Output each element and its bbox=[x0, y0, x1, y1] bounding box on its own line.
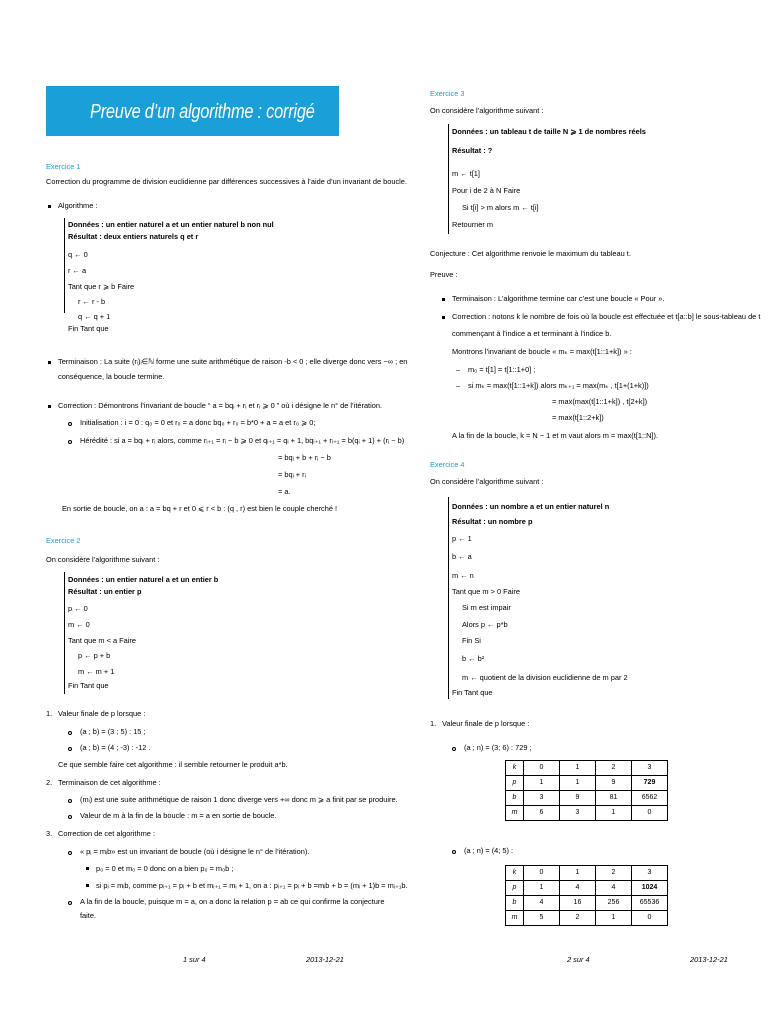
circle-bullet-icon bbox=[68, 731, 72, 735]
circle-bullet-icon bbox=[68, 799, 72, 803]
table-cell: 81 bbox=[596, 791, 632, 806]
termination-text: Terminaison : L’algorithme termine car c’est une boucle « Pour ». bbox=[452, 294, 665, 303]
circle-bullet-icon bbox=[452, 747, 456, 751]
exercise-2-intro: On considère l’algorithme suivant : bbox=[46, 555, 160, 564]
table-cell: 1 bbox=[596, 806, 632, 821]
correction-text: commençant à l’indice a et terminant à l’indice b. bbox=[452, 329, 612, 338]
page-date: 2013-12-21 bbox=[690, 955, 728, 964]
table-cell: 1 bbox=[524, 881, 560, 896]
algo-line: Tant que r ⩾ b Faire bbox=[68, 282, 135, 291]
case-line: (a ; n) = (4; 5) : bbox=[464, 846, 514, 855]
table-cell: 9 bbox=[560, 791, 596, 806]
circle-bullet-icon bbox=[68, 440, 72, 444]
list-number: 3. bbox=[46, 829, 53, 838]
page-date: 2013-12-21 bbox=[306, 955, 344, 964]
algo-line: Résultat : un entier p bbox=[68, 587, 142, 596]
algo-line: p ← p + b bbox=[78, 651, 111, 660]
answer-line: p₀ = 0 et m₀ = 0 donc on a bien p₀ = m₀b ; bbox=[96, 864, 234, 873]
table-row bbox=[506, 806, 668, 821]
algo-line: Fin Si bbox=[462, 636, 481, 645]
heredity-step: = a. bbox=[278, 487, 291, 496]
table-cell: b bbox=[506, 896, 524, 911]
table-cell: 9 bbox=[596, 776, 632, 791]
algo-line: Données : un entier naturel a et un entier naturel b non nul bbox=[68, 220, 274, 229]
table-row bbox=[506, 776, 668, 791]
bullet-icon bbox=[48, 405, 51, 408]
circle-bullet-icon bbox=[68, 422, 72, 426]
answer-line: A la fin de la boucle, puisque m = a, on a donc la relation p = ab ce qui confirme la conjecture bbox=[80, 897, 385, 906]
end-text: A la fin de la boucle, k = N − 1 et m vaut alors m = max(t[1::N]). bbox=[452, 431, 658, 440]
table-cell: 1 bbox=[560, 761, 596, 776]
case-line: (a ; n) = (3; 6) : 729 ; bbox=[464, 743, 532, 752]
table-cell: b bbox=[506, 791, 524, 806]
table-cell: 4 bbox=[596, 881, 632, 896]
exercise-2-heading: Exercice 2 bbox=[46, 536, 81, 545]
table-row bbox=[506, 791, 668, 806]
exercise-3-heading: Exercice 3 bbox=[430, 89, 465, 98]
square-bullet-icon bbox=[86, 884, 89, 887]
dash-mark: – bbox=[456, 381, 461, 390]
table-cell: p bbox=[506, 776, 524, 791]
table-cell: 1024 bbox=[632, 881, 668, 896]
list-number: 2. bbox=[46, 778, 53, 787]
bullet-icon bbox=[442, 298, 445, 301]
table-row bbox=[506, 896, 668, 911]
square-bullet-icon bbox=[86, 867, 89, 870]
algo-line: q ← 0 bbox=[68, 250, 88, 259]
list-number: 1. bbox=[46, 709, 53, 718]
algo-line: Résultat : deux entiers naturels q et r bbox=[68, 232, 199, 241]
algo-line: Données : un tableau t de taille N ⩾ 1 de nombres réels bbox=[452, 127, 646, 136]
derivation-line: si mₖ = max(t[1::1+k]) alors mₖ₊₁ = max(mₖ , t[1+(1+k)]) bbox=[468, 381, 649, 390]
table-cell: 1 bbox=[560, 866, 596, 881]
values-table-1 bbox=[505, 760, 668, 821]
algo-line: Données : un nombre a et un entier naturel n bbox=[452, 502, 610, 511]
table-cell: 2 bbox=[596, 761, 632, 776]
page-2 bbox=[384, 0, 768, 1024]
circle-bullet-icon bbox=[68, 747, 72, 751]
initialisation-text: Initialisation : i = 0 : q₀ = 0 et r₀ = a donc bq₀ + r₀ = b*0 + a = a et r₀ ⩾ 0; bbox=[80, 418, 316, 427]
algo-line: m ← n bbox=[452, 571, 474, 580]
table-cell: 3 bbox=[560, 806, 596, 821]
answer-line: faite. bbox=[80, 911, 97, 920]
table-cell: p bbox=[506, 881, 524, 896]
derivation-line: = max(t[1::2+k]) bbox=[552, 413, 604, 422]
bullet-icon bbox=[48, 361, 51, 364]
circle-bullet-icon bbox=[68, 815, 72, 819]
dash-mark: – bbox=[456, 365, 461, 374]
exercise-3-intro: On considère l’algorithme suivant : bbox=[430, 106, 544, 115]
table-row bbox=[506, 911, 668, 926]
table-cell: 4 bbox=[524, 896, 560, 911]
circle-bullet-icon bbox=[452, 850, 456, 854]
table-row bbox=[506, 866, 668, 881]
exercise-4-heading: Exercice 4 bbox=[430, 460, 465, 469]
algorithm-box-1 bbox=[64, 218, 65, 313]
algo-line: Fin Tant que bbox=[68, 681, 109, 690]
question-1: Valeur finale de p lorsque : bbox=[58, 709, 146, 718]
table-cell: 1 bbox=[596, 911, 632, 926]
table-row bbox=[506, 881, 668, 896]
algo-line: m ← 0 bbox=[68, 620, 90, 629]
answer-line: « pᵢ = mᵢb» est un invariant de boucle (où i désigne le n° de l’itération). bbox=[80, 847, 310, 856]
invariant-text: Montrons l’invariant de boucle « mₖ = max(t[1::1+k]) » : bbox=[452, 347, 632, 356]
algo-line: q ← q + 1 bbox=[78, 312, 111, 321]
table-cell: 0 bbox=[632, 911, 668, 926]
algo-label: Algorithme : bbox=[58, 201, 98, 210]
algo-line: Alors p ← p*b bbox=[462, 620, 508, 629]
question-2: Terminaison de cet algorithme : bbox=[58, 778, 161, 787]
heredity-text: Hérédité : si a = bqᵢ + rᵢ alors, comme rᵢ₊₁ = rᵢ − b ⩾ 0 et qᵢ₊₁ = qᵢ + 1, bqᵢ₊₁ + rᵢ₊₁ = b(qᵢ + 1) + (rᵢ − b) bbox=[80, 436, 405, 445]
table-cell: 5 bbox=[524, 911, 560, 926]
table-cell: 1 bbox=[560, 776, 596, 791]
table-cell: 1 bbox=[524, 776, 560, 791]
exercise-1-heading: Exercice 1 bbox=[46, 162, 81, 171]
proof-label: Preuve : bbox=[430, 270, 458, 279]
list-number: 1. bbox=[430, 719, 437, 728]
algo-line: p ← 1 bbox=[452, 534, 472, 543]
table-cell: 256 bbox=[596, 896, 632, 911]
page-number: 1 sur 4 bbox=[183, 955, 206, 964]
algo-line: b ← b² bbox=[462, 654, 485, 663]
question-3: Correction de cet algorithme : bbox=[58, 829, 155, 838]
algorithm-box-4 bbox=[448, 497, 449, 699]
table-cell: 0 bbox=[524, 866, 560, 881]
table-cell: 6562 bbox=[632, 791, 668, 806]
table-cell: 729 bbox=[632, 776, 668, 791]
exercise-1-intro: Correction du programme de division euclidienne par différences successives à l’aide d’un invariant de boucle. bbox=[46, 177, 407, 186]
algo-line: p ← 0 bbox=[68, 604, 88, 613]
table-cell: m bbox=[506, 911, 524, 926]
algo-line: m ← t[1] bbox=[452, 169, 480, 178]
table-cell: k bbox=[506, 761, 524, 776]
title-banner bbox=[46, 86, 339, 136]
algo-line: Tant que m < a Faire bbox=[68, 636, 136, 645]
correction-text: Correction : notons k le nombre de fois où la boucle est effectuée et t[a::b] le sous-tableau de t bbox=[452, 312, 761, 321]
table-cell: k bbox=[506, 866, 524, 881]
bullet-icon bbox=[48, 205, 51, 208]
algorithm-box-3 bbox=[448, 124, 449, 234]
algo-line: r ← r - b bbox=[78, 297, 106, 306]
algo-line: Fin Tant que bbox=[68, 324, 109, 333]
algo-line: Résultat : ? bbox=[452, 146, 493, 155]
answer-line: (a ; b) = (3 ; 5) : 15 ; bbox=[80, 727, 146, 736]
page-number: 2 sur 4 bbox=[567, 955, 590, 964]
algo-line: b ← a bbox=[452, 552, 472, 561]
algo-line: m ← quotient de la division euclidienne de m par 2 bbox=[462, 673, 628, 682]
algo-line: Si t[i] > m alors m ← t[i] bbox=[462, 203, 539, 212]
algo-line: m ← m + 1 bbox=[78, 667, 115, 676]
algo-line: Fin Tant que bbox=[452, 688, 493, 697]
conjecture-text: Conjecture : Cet algorithme renvoie le maximum du tableau t. bbox=[430, 249, 631, 258]
circle-bullet-icon bbox=[68, 901, 72, 905]
algo-line: r ← a bbox=[68, 266, 87, 275]
table-cell: 4 bbox=[560, 881, 596, 896]
table-row bbox=[506, 761, 668, 776]
table-cell: 0 bbox=[632, 806, 668, 821]
table-cell: 3 bbox=[632, 866, 668, 881]
answer-line: Valeur de m à la fin de la boucle : m = a en sortie de boucle. bbox=[80, 811, 277, 820]
table-cell: m bbox=[506, 806, 524, 821]
answer-line: (mᵢ) est une suite arithmétique de raison 1 donc diverge vers +∞ donc m ⩾ a finit par se produire. bbox=[80, 795, 398, 804]
question-1: Valeur finale de p lorsque : bbox=[442, 719, 530, 728]
algo-line: Données : un entier naturel a et un entier b bbox=[68, 575, 219, 584]
termination-text: conséquence, la boucle termine. bbox=[58, 372, 165, 381]
termination-text: Terminaison : La suite (rᵢ)ᵢ∈ℕ forme une suite arithmétique de raison -b < 0 ; elle diverge donc vers −∞ ; en bbox=[58, 357, 408, 366]
page-title: Preuve d’un algorithme : corrigé bbox=[90, 101, 315, 123]
heredity-step: = bqᵢ + rᵢ bbox=[278, 470, 306, 479]
answer-line: si pᵢ = mᵢb, comme pᵢ₊₁ = pᵢ + b et mᵢ₊₁ = mᵢ + 1, on a : pᵢ₊₁ = pᵢ + b =mᵢb + b = (mᵢ + 1)b = mᵢ₊₁b. bbox=[96, 881, 408, 890]
values-table-2 bbox=[505, 865, 668, 926]
table-cell: 3 bbox=[524, 791, 560, 806]
algo-line: Pour i de 2 à N Faire bbox=[452, 186, 521, 195]
heredity-step: = bqᵢ + b + rᵢ − b bbox=[278, 453, 331, 462]
algo-line: Résultat : un nombre p bbox=[452, 517, 533, 526]
circle-bullet-icon bbox=[68, 851, 72, 855]
table-cell: 65536 bbox=[632, 896, 668, 911]
algo-line: Si m est impair bbox=[462, 603, 511, 612]
exercise-4-intro: On considère l’algorithme suivant : bbox=[430, 477, 544, 486]
correction-text: Correction : Démontrons l’invariant de boucle “ a = bqᵢ + rᵢ et rᵢ ⩾ 0 ” où i désigne le n° de l’itération. bbox=[58, 401, 383, 410]
derivation-line: m₀ = t[1] = t[1::1+0] ; bbox=[468, 365, 536, 374]
derivation-line: = max(max(t[1::1+k]) , t[2+k]) bbox=[552, 397, 648, 406]
answer-line: Ce que semble faire cet algorithme : il semble retourner le produit a*b. bbox=[58, 760, 288, 769]
table-cell: 2 bbox=[560, 911, 596, 926]
algorithm-box-2 bbox=[64, 572, 65, 694]
table-cell: 2 bbox=[596, 866, 632, 881]
table-cell: 0 bbox=[524, 761, 560, 776]
answer-line: (a ; b) = (4 ; -3) : -12 . bbox=[80, 743, 151, 752]
algo-line: Tant que m > 0 Faire bbox=[452, 587, 520, 596]
bullet-icon bbox=[442, 316, 445, 319]
table-cell: 3 bbox=[632, 761, 668, 776]
table-cell: 6 bbox=[524, 806, 560, 821]
algo-line: Retourner m bbox=[452, 220, 494, 229]
exit-text: En sortie de boucle, on a : a = bq + r et 0 ⩽ r < b : (q , r) est bien le couple cherché ! bbox=[62, 504, 338, 513]
table-cell: 16 bbox=[560, 896, 596, 911]
